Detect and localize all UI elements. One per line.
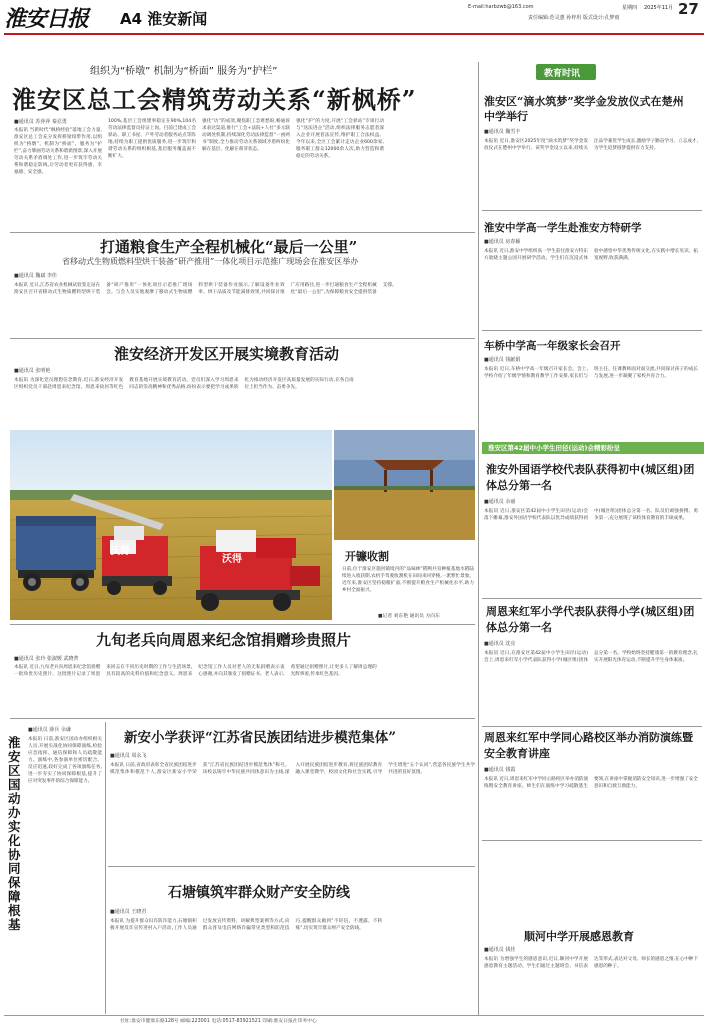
divider: [482, 840, 702, 841]
article6-title: 石塘镇筑牢群众财产安全防线: [168, 885, 350, 901]
divider: [10, 718, 475, 719]
vertical-body: 本报讯 日前,淮安区国动办组织相关人员,开展实战化协同保障演练,检验应急指挥、通信保障和人员疏散能力。演练中,各参演单位密切配合、反应迅速,较好完成了各项演练任务,进一步夯实了协同保障根基,提升了应对突发事件的综合保障能力。: [28, 737, 102, 784]
machine-brand: 沃得: [110, 546, 130, 557]
sidebar-s3-byline: ■通讯员 钱献娟: [484, 357, 521, 363]
weekday-text: 星期四: [622, 5, 638, 11]
sidebar-s2-title: 淮安中学高一学生赴淮安方特研学: [484, 222, 642, 234]
sidebar-s5-body: 本报讯 近日,在淮安区第42届中小学生田径(运动)会上,周恩来红军小学代表队获得小学(城区组)团体总分第一名。学校始终坚持健康第一的教育理念,扎实开展阳光体育运动,不断提升学生身体素质。: [484, 651, 698, 663]
lead-col-1: 本报讯 当新时代“枫桥经验”落地工会力量,淮安区总工会充分发挥桥梁纽带作用,以组织为“桥墩”、机制为“桥面”、服务为“护栏”,奋力擘画劳动关系和谐新图景,深入开展劳动关系矛盾调处工作,进一步筑牢劳动关系和谐稳定防线,让劳动者更有获得感、幸福感、安全感。: [14, 128, 102, 175]
editor-text: 责任编辑:范灵蕙 孙梓玥 版式设计:孔梦雨: [528, 15, 620, 21]
vertical-byline: ■通讯员 薛兵 余谦: [28, 727, 71, 733]
newspaper-logo: 淮安日报: [4, 6, 89, 32]
lead-col-4: 强化“护”的力度,开展“工会驿站”专项行动与“送法进企”活动,组织法律服务志愿者深入企业开展普法宣传,维护职工合法权益。今年以来,全区工会累计走访企业600余家,服务职工群众12000余人次,助力营造和谐稳定的劳动关系。: [296, 119, 384, 159]
article4-byline: ■通讯员 张玲 张淑媛 武晓菁: [14, 656, 79, 662]
pavilion-photo: [334, 430, 475, 540]
divider: [108, 866, 475, 867]
article3-byline: ■通讯员 张明艳: [14, 368, 51, 374]
article2-body: 本报讯 近日,江苏省农业机械试验鉴定站在淮安区召开省移动式生物质燃料型烘干装备“研产推用”一体化项目示范推广现场会。与会人员实地观摩了移动式生物质燃料型烘干装备作业演示,了解设备作业效率、烘干品质及节能减排效果,共同探讨推广应用路径,进一步打通粮食生产全程机械化“最后一公里”,为保障粮食安全提供装备支撑。: [14, 283, 397, 295]
sidebar-s6-body: 本报讯 近日,周恩来红军中学同心路校区举办消防演练暨安全教育讲座。师生们在演练中学习疏散逃生要领,在讲座中掌握消防安全知识,进一步增强了安全意识和自救互救能力。: [484, 777, 698, 789]
sidebar-s4-body: 本报讯 近日,淮安区第42届中小学生田径(运动)会落下帷幕,淮安外国语学校代表队以优异成绩获得初中(城区组)团体总分第一名。队员们顽强拼搏、勇争第一,充分展现了该校体育教育的丰硕成果。: [484, 509, 698, 521]
sidebar-s7-body: 本报讯 为增强学生的感恩意识,近日,顺河中学开展感恩教育主题活动。学生们通过主题班会、书信表达等形式,表达对父母、师长的感恩之情,在心中种下感恩的种子。: [484, 957, 698, 969]
sidebar-banner-text: 淮安区第42届中小学生田径(运动)会精彩纷呈: [488, 444, 620, 452]
article3-body: 本报讯 为深化党员理想信念教育,近日,淮安经济开发区组织党员干部赴周恩来纪念馆、周恩来故居等红色教育基地开展实境教育活动。党员们深入学习周恩来同志的崇高精神和优秀品格,纷纷表示要把学习成果转化为推动经济开发区高质量发展的实际行动,在各自岗位上担当作为、奋勇争先。: [14, 378, 354, 390]
article5-byline: ■通讯员 周永飞: [110, 753, 147, 759]
day-number: 27: [678, 0, 699, 18]
article2-title: 打通粮食生产全程机械化“最后一公里”: [100, 238, 358, 256]
sidebar-ribbon-text: 教育时讯: [544, 69, 581, 79]
article5-title: 新安小学获评“江苏省民族团结进步模范集体”: [124, 730, 397, 746]
article2-byline: ■通讯员 魏斌 李佳: [14, 273, 57, 279]
lead-col-2: 100%,基层工会组建率稳定在90%,104名劳动法律监督员持证上岗。目前已建成工会驿站、职工书屋、户外劳动者服务站点等阵地,持续为职工提供优质服务,进一步筑牢和谐劳动关系的组织根基,基层服务覆盖面不断扩大。: [108, 119, 196, 159]
masthead-rule: [4, 33, 704, 35]
lead-title: 淮安区总工会精筑劳动关系“新枫桥”: [12, 85, 417, 114]
sidebar-s1-title: 淮安区“滴水筑梦”奖学金发放仪式在楚州中学举行: [484, 95, 684, 123]
harvest-illustration: [10, 430, 332, 620]
divider: [10, 624, 475, 625]
sidebar-s4-title: 淮安外国语学校代表队获得初中(城区组)团体总分第一名: [486, 463, 695, 492]
lead-col-3: 强化“访”的成效,聚焦职工急难愁盼,畅通诉求表达渠道,推行“工会+法院+人社”多元联动调处机制,持续深化劳动法律监督“一函两书”制度,全力推动劳动关系领域矛盾纠纷化解在基层、化解在萌芽状态。: [202, 119, 290, 152]
article3-title: 淮安经济开发区开展实境教育活动: [114, 345, 340, 363]
sidebar-s3-title: 车桥中学高一年级家长会召开: [484, 340, 621, 352]
photo-caption-title: 开镰收割: [345, 550, 389, 563]
photo-caption: 日前,位于淮安区施河镇境内的“品味林”稻鸭共育种植基地水稻陆续进入收获期,农机手驾驶收割机在田间来回穿梭,一派繁忙景象。近年来,淮安区坚持稳粮扩面,不断提升粮食生产机械化水平,助力乡村全面振兴。: [342, 567, 474, 593]
email-text: E-mail:harbzwb@163.com: [468, 4, 534, 10]
sidebar-s7-byline: ■通讯员 钱佳: [484, 947, 516, 953]
sidebar-s2-body: 本报讯 近日,淮安中学组织高一学生前往淮安方特东方欲晓主题公园开展研学活动。学生们在沉浸式体验中感悟中华优秀传统文化,在实践中增长见识、拓宽视野,收获满满。: [484, 249, 698, 261]
sidebar-s3-body: 本报讯 近日,车桥中学高一年级召开家长会。会上,学校介绍了年级学情和教育教学工作安排,家长们与班主任、任课教师面对面交流,共同探讨孩子的成长与发展,进一步凝聚了家校共育合力。: [484, 367, 698, 379]
machine-brand-2: 沃得: [222, 554, 242, 565]
pavilion-illustration: [334, 430, 475, 540]
divider: [482, 330, 702, 331]
harvest-photo: [10, 430, 332, 620]
divider: [482, 726, 702, 727]
page-label: A4 淮安新闻: [120, 10, 208, 28]
vertical-title: 淮安区国动办实化协同保障根基: [8, 735, 21, 932]
article4-body: 本报讯 近日,九旬老兵向周恩来纪念馆捐赠一批珍贵历史照片。这批照片记录了周恩来同志在不同历史时期的工作与生活场景,具有较高的史料价值和纪念意义。周恩来纪念馆工作人员对老人的无私捐赠表示衷心感谢,并向其颁发了捐赠证书。老人表示,希望通过捐赠照片,让更多人了解周总理的光辉事迹,传承红色基因。: [14, 665, 377, 677]
sidebar-s5-byline: ■通讯员 沈亮: [484, 641, 516, 647]
sidebar-s7-title: 顺河中学开展感恩教育: [524, 930, 634, 943]
column-separator: [478, 62, 479, 1016]
article6-body: 本报讯 为提升群众识诈防诈能力,石塘镇积极开展反诈宣传进村入户活动,工作人员通过发放宣传资料、讲解典型案例等方式,向群众普及电信网络诈骗常见类型和防范技巧,提醒群众做到“不轻信、不透露、不转账”,切实筑牢群众财产安全防线。: [110, 919, 383, 931]
footer-text: 社址:淮安市健康东路128号 邮编:223001 电话:0517-83921521 印刷:淮安日报社印务中心: [120, 1019, 317, 1024]
photo-credit: ■记者 刘东艳 通讯员 方向东: [378, 614, 440, 619]
sidebar-s1-byline: ■通讯员 魏雪丰: [484, 129, 521, 135]
sidebar-s6-title: 周恩来红军中学同心路校区举办消防演练暨安全教育讲座: [484, 731, 693, 760]
sidebar-s1-body: 本报讯 近日,淮安区2025年度“滴水筑梦”奖学金发放仪式在楚州中学举行。该奖学金设立以来,持续关注品学兼优学生成长,激励学子勤奋学习、立志成才,为学生追梦圆梦提供有力支持。: [484, 139, 698, 151]
divider: [10, 232, 475, 233]
lead-byline: ■通讯员 苏萍萍 秦忍勇: [14, 119, 67, 125]
divider: [482, 210, 702, 211]
article5-body: 本报讯 日前,省政府表彰全省民族团结进步模范集体和模范个人,淮安区新安小学荣获“江苏省民族团结进步模范集体”称号。该校以铸牢中华民族共同体意识为主线,深入开展民族团结进步教育,将民族团结教育融入课堂教学、校园文化和社会实践,引导学生增进“五个认同”,营造各民族学生共学共进的良好氛围。: [110, 763, 475, 775]
divider: [10, 338, 475, 339]
sidebar-s4-byline: ■通讯员 余丽: [484, 499, 516, 505]
article4-title: 九旬老兵向周恩来纪念馆捐赠珍贵照片: [96, 631, 352, 649]
lead-kicker: 组织为“桥墩” 机制为“桥面” 服务为“护栏”: [90, 66, 278, 77]
sidebar-s5-title: 周恩来红军小学代表队获得小学(城区组)团体总分第一名: [486, 605, 695, 634]
footer-rule: [4, 1015, 704, 1016]
sidebar-s6-byline: ■通讯员 钱霞: [484, 767, 516, 773]
sidebar-s2-byline: ■通讯员 房春颖: [484, 239, 521, 245]
divider: [482, 598, 702, 599]
date-text: 2025年11月: [644, 5, 674, 11]
divider: [105, 722, 106, 1014]
article6-byline: ■通讯员 王晓君: [110, 909, 147, 915]
article2-subtitle: 省移动式生物质燃料型烘干装备“研产推用”一体化项目示范推广现场会在淮安区举办: [62, 257, 359, 266]
